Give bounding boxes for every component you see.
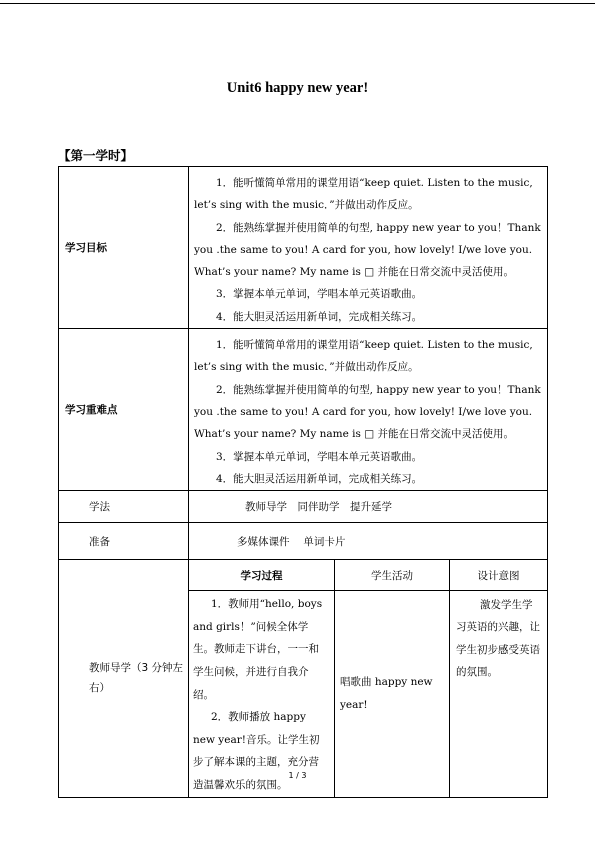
preparation-label: 准备 <box>59 523 189 560</box>
objectives-content <box>189 167 548 329</box>
objective-item: 3．掌握本单元单词，学唱本单元英语歌曲。 <box>216 288 423 301</box>
process-header-row <box>59 560 548 591</box>
key-points-label: 学习重难点 <box>59 329 189 491</box>
design-purpose <box>450 591 548 797</box>
method-label: 学法 <box>59 491 189 523</box>
student-activity: 唱歌曲 happy new year! <box>335 591 450 797</box>
objectives-row <box>59 167 548 329</box>
process-header: 学习过程 <box>189 560 335 591</box>
method-value: 教师导学 同伴助学 提升延学 <box>189 491 548 523</box>
student-activity-header: 学生活动 <box>335 560 450 591</box>
key-points-row <box>59 329 548 491</box>
page-number: 1 / 3 <box>288 771 307 780</box>
preparation-value: 多媒体课件 单词卡片 <box>189 523 548 560</box>
preparation-row <box>59 523 548 560</box>
document-title: Unit6 happy new year! <box>226 80 369 96</box>
objective-item: 4．能大胆灵活运用新单词，完成相关练习。 <box>216 310 423 323</box>
lesson-plan-table <box>58 166 548 798</box>
method-row <box>59 491 548 523</box>
key-point-item: 1．能听懂简单常用的课堂用语“keep quiet. Listen to the music, let’s sing with the music．”并做出动作反应。 <box>194 339 533 374</box>
process-step: 2．教师播放 happy new year!音乐。让学生初步了解本课的主题，充分营造温馨欢乐的氛围。 <box>193 711 320 791</box>
key-point-item: 4．能大胆灵活运用新单词，完成相关练习。 <box>216 472 423 485</box>
objective-item: 1．能听懂简单常用的课堂用语“keep quiet. Listen to the music, let’s sing with the music．”并做出动作反应。 <box>194 177 533 212</box>
process-step: 1．教师用“hello, boys and girls！”问候全体学生。教师走下讲台，一一和学生问候，并进行自我介绍。 <box>193 598 323 701</box>
objectives-label: 学习目标 <box>59 167 189 329</box>
header-rule <box>0 3 595 4</box>
objective-item: 2．能熟练掌握并使用简单的句型, happy new year to you！Thank you .the same to you! A card for you, how lovely! I/we love you. What’s your name? My name is □ 并能在日常交流中灵活使用。 <box>194 221 541 279</box>
key-point-item: 2．能熟练掌握并使用简单的句型, happy new year to you！Thank you .the same to you! A card for you, how lovely! I/we love you. What’s your name? My name is □ 并能在日常交流中灵活使用。 <box>194 383 541 441</box>
design-purpose-header: 设计意图 <box>450 560 548 591</box>
section-heading: 【第一学时】 <box>58 148 134 163</box>
design-purpose-text: 激发学生学习英语的兴趣，让学生初步感受英语的氛围。 <box>456 599 540 679</box>
stage-label: 教师导学（3 分钟左右） <box>59 560 189 797</box>
key-points-content <box>189 329 548 491</box>
process-steps <box>189 591 335 797</box>
key-point-item: 3．掌握本单元单词，学唱本单元英语歌曲。 <box>216 450 423 463</box>
